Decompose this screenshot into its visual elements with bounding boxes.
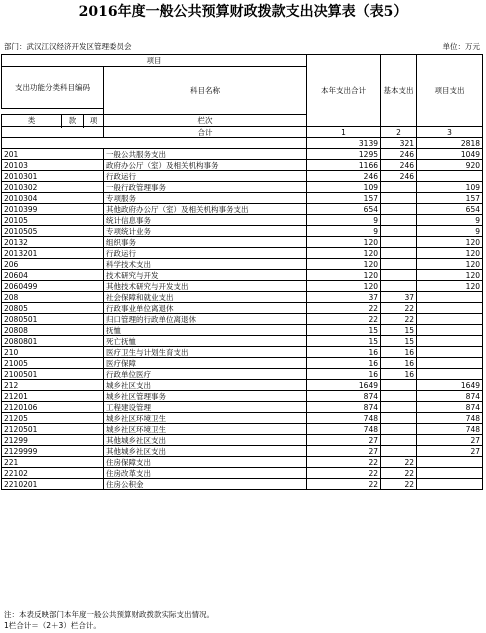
col3-number: 3 — [417, 127, 483, 138]
row-basic: 16 — [381, 358, 417, 369]
row-basic — [381, 380, 417, 391]
row-basic: 22 — [381, 468, 417, 479]
row-basic — [381, 226, 417, 237]
row-proj — [417, 314, 483, 325]
unit-label: 单位：万元 — [442, 42, 480, 51]
row-code: 210 — [2, 347, 104, 358]
row-total: 120 — [307, 237, 381, 248]
row-proj: 157 — [417, 193, 483, 204]
row-basic: 16 — [381, 347, 417, 358]
row-code: 2010304 — [2, 193, 104, 204]
row-total: 22 — [307, 303, 381, 314]
row-basic — [381, 424, 417, 435]
row-proj — [417, 369, 483, 380]
row-name: 一般公共服务支出 — [104, 149, 307, 160]
row-name: 其他城乡社区支出 — [104, 446, 307, 457]
table-row — [2, 479, 483, 490]
table-row — [2, 358, 483, 369]
row-proj: 27 — [417, 435, 483, 446]
row-total: 1166 — [307, 160, 381, 171]
row-name: 行政单位医疗 — [104, 369, 307, 380]
row-basic — [381, 435, 417, 446]
table-row — [2, 457, 483, 468]
col2-number: 2 — [381, 127, 417, 138]
table-row — [2, 380, 483, 391]
row-code: 2080801 — [2, 336, 104, 347]
row-basic: 22 — [381, 479, 417, 490]
heji-basic: 321 — [381, 138, 417, 149]
row-proj: 9 — [417, 226, 483, 237]
table-row — [2, 281, 483, 292]
row-total: 109 — [307, 182, 381, 193]
row-code: 21299 — [2, 435, 104, 446]
table-row — [2, 270, 483, 281]
row-basic: 22 — [381, 303, 417, 314]
row-code: 20105 — [2, 215, 104, 226]
table-row — [2, 182, 483, 193]
row-name: 医疗卫生与计划生育支出 — [104, 347, 307, 358]
row-name: 城乡社区环境卫生 — [104, 424, 307, 435]
row-total: 27 — [307, 446, 381, 457]
col1-number: 1 — [307, 127, 381, 138]
table-row — [2, 347, 483, 358]
row-code: 2120501 — [2, 424, 104, 435]
row-code: 221 — [2, 457, 104, 468]
row-total: 1649 — [307, 380, 381, 391]
row-proj: 748 — [417, 424, 483, 435]
row-basic — [381, 215, 417, 226]
row-total: 748 — [307, 413, 381, 424]
row-name: 专项统计业务 — [104, 226, 307, 237]
row-basic — [381, 270, 417, 281]
table-row — [2, 292, 483, 303]
heji-total: 3139 — [307, 138, 381, 149]
row-name: 工程建设管理 — [104, 402, 307, 413]
row-name: 医疗保障 — [104, 358, 307, 369]
row-proj: 874 — [417, 402, 483, 413]
row-total: 120 — [307, 270, 381, 281]
row-proj — [417, 325, 483, 336]
row-proj: 120 — [417, 248, 483, 259]
row-name: 住房保障支出 — [104, 457, 307, 468]
row-name: 城乡社区环境卫生 — [104, 413, 307, 424]
row-code: 20132 — [2, 237, 104, 248]
row-name: 行政事业单位离退休 — [104, 303, 307, 314]
row-basic: 15 — [381, 336, 417, 347]
row-code: 212 — [2, 380, 104, 391]
row-code: 2210201 — [2, 479, 104, 490]
row-name: 住房改革支出 — [104, 468, 307, 479]
row-code: 2010399 — [2, 204, 104, 215]
table-row — [2, 391, 483, 402]
total-header: 本年支出合计 — [307, 55, 381, 127]
row-total: 748 — [307, 424, 381, 435]
table-row — [2, 237, 483, 248]
row-total: 22 — [307, 457, 381, 468]
row-basic: 246 — [381, 160, 417, 171]
row-name: 科学技术支出 — [104, 259, 307, 270]
row-proj: 109 — [417, 182, 483, 193]
row-code: 21005 — [2, 358, 104, 369]
row-code: 201 — [2, 149, 104, 160]
project-header: 项目 — [2, 55, 307, 67]
heji-label: 合计 — [104, 127, 307, 138]
department-label: 部门：武汉江汉经济开发区管理委员会 — [4, 42, 132, 51]
row-basic — [381, 281, 417, 292]
project-expense-header: 项目支出 — [417, 55, 483, 127]
table-row — [2, 259, 483, 270]
expenditure-table — [1, 54, 483, 490]
heji-row-blank — [2, 138, 307, 149]
lei-header: 类 — [2, 115, 62, 127]
row-name: 统计信息事务 — [104, 215, 307, 226]
row-basic: 37 — [381, 292, 417, 303]
row-name: 住房公积金 — [104, 479, 307, 490]
row-total: 16 — [307, 369, 381, 380]
row-code: 2100501 — [2, 369, 104, 380]
basic-header: 基本支出 — [381, 55, 417, 127]
row-basic — [381, 248, 417, 259]
table-row — [2, 248, 483, 259]
table-body — [2, 149, 483, 490]
row-code: 20604 — [2, 270, 104, 281]
row-basic: 246 — [381, 171, 417, 182]
row-proj: 27 — [417, 446, 483, 457]
row-code: 2010302 — [2, 182, 104, 193]
table-row — [2, 325, 483, 336]
table-row — [2, 226, 483, 237]
row-total: 120 — [307, 248, 381, 259]
table-row — [2, 215, 483, 226]
row-code: 2080501 — [2, 314, 104, 325]
table-row — [2, 446, 483, 457]
row-name: 城乡社区管理事务 — [104, 391, 307, 402]
row-basic: 22 — [381, 457, 417, 468]
row-total: 22 — [307, 468, 381, 479]
note-line-1: 注：本表反映部门本年度一般公共预算财政拨款实际支出情况。 — [4, 610, 214, 619]
row-proj — [417, 468, 483, 479]
row-name: 城乡社区支出 — [104, 380, 307, 391]
row-name: 死亡抚恤 — [104, 336, 307, 347]
row-code: 2060499 — [2, 281, 104, 292]
row-name: 其他政府办公厅（室）及相关机构事务支出 — [104, 204, 307, 215]
row-code: 20103 — [2, 160, 104, 171]
row-code: 206 — [2, 259, 104, 270]
row-basic: 16 — [381, 369, 417, 380]
row-code: 21201 — [2, 391, 104, 402]
row-code: 2013201 — [2, 248, 104, 259]
code-header: 支出功能分类科目编码 — [2, 67, 104, 109]
row-total: 874 — [307, 391, 381, 402]
table-row — [2, 402, 483, 413]
table-row — [2, 336, 483, 347]
name-header: 科目名称 — [104, 67, 307, 115]
row-name: 抚恤 — [104, 325, 307, 336]
row-proj: 920 — [417, 160, 483, 171]
row-proj: 120 — [417, 237, 483, 248]
row-total: 16 — [307, 347, 381, 358]
row-code: 2010301 — [2, 171, 104, 182]
row-basic: 22 — [381, 314, 417, 325]
row-proj: 1649 — [417, 380, 483, 391]
row-name: 政府办公厅（室）及相关机构事务 — [104, 160, 307, 171]
row-code: 208 — [2, 292, 104, 303]
row-proj: 120 — [417, 281, 483, 292]
row-basic — [381, 237, 417, 248]
row-name: 技术研究与开发 — [104, 270, 307, 281]
row-total: 1295 — [307, 149, 381, 160]
row-proj — [417, 292, 483, 303]
table-row — [2, 314, 483, 325]
row-proj: 1049 — [417, 149, 483, 160]
row-total: 37 — [307, 292, 381, 303]
row-basic — [381, 413, 417, 424]
row-proj — [417, 457, 483, 468]
heji-proj: 2818 — [417, 138, 483, 149]
table-row — [2, 369, 483, 380]
row-total: 120 — [307, 259, 381, 270]
row-basic: 15 — [381, 325, 417, 336]
row-basic — [381, 391, 417, 402]
table-row — [2, 435, 483, 446]
row-total: 22 — [307, 479, 381, 490]
row-name: 归口管理的行政单位离退休 — [104, 314, 307, 325]
row-total: 120 — [307, 281, 381, 292]
table-row — [2, 303, 483, 314]
row-code: 20805 — [2, 303, 104, 314]
row-basic: 246 — [381, 149, 417, 160]
row-basic — [381, 259, 417, 270]
table-row — [2, 149, 483, 160]
row-basic — [381, 182, 417, 193]
kuan-header: 款 — [62, 115, 84, 127]
row-name: 一般行政管理事务 — [104, 182, 307, 193]
row-proj: 654 — [417, 204, 483, 215]
row-proj — [417, 479, 483, 490]
row-total: 246 — [307, 171, 381, 182]
row-code: 2129999 — [2, 446, 104, 457]
row-total: 157 — [307, 193, 381, 204]
row-name: 专项服务 — [104, 193, 307, 204]
row-name: 行政运行 — [104, 248, 307, 259]
row-total: 27 — [307, 435, 381, 446]
table-row — [2, 424, 483, 435]
row-total: 874 — [307, 402, 381, 413]
table-row — [2, 204, 483, 215]
row-name: 其他城乡社区支出 — [104, 435, 307, 446]
lanci-label: 栏次 — [104, 115, 307, 127]
row-code: 20808 — [2, 325, 104, 336]
row-proj — [417, 347, 483, 358]
row-proj — [417, 336, 483, 347]
row-proj — [417, 358, 483, 369]
row-proj — [417, 303, 483, 314]
row-name: 行政运行 — [104, 171, 307, 182]
row-basic — [381, 193, 417, 204]
row-code: 22102 — [2, 468, 104, 479]
row-name: 组织事务 — [104, 237, 307, 248]
table-row — [2, 160, 483, 171]
row-code: 2010505 — [2, 226, 104, 237]
row-proj — [417, 171, 483, 182]
row-proj: 9 — [417, 215, 483, 226]
row-code: 21205 — [2, 413, 104, 424]
row-name: 其他技术研究与开发支出 — [104, 281, 307, 292]
xiang-header: 项 — [84, 115, 104, 127]
row-total: 9 — [307, 226, 381, 237]
row-basic — [381, 204, 417, 215]
row-total: 15 — [307, 325, 381, 336]
row-total: 654 — [307, 204, 381, 215]
row-proj: 748 — [417, 413, 483, 424]
row-total: 9 — [307, 215, 381, 226]
row-name: 社会保障和就业支出 — [104, 292, 307, 303]
table-row — [2, 413, 483, 424]
row-proj: 120 — [417, 270, 483, 281]
row-total: 22 — [307, 314, 381, 325]
table-row — [2, 171, 483, 182]
table-title: 2016年度一般公共预算财政拨款支出决算表（表5） — [78, 4, 408, 20]
row-basic — [381, 446, 417, 457]
row-proj: 120 — [417, 259, 483, 270]
row-total: 15 — [307, 336, 381, 347]
note-line-2: 1栏合计＝（2＋3）栏合计。 — [4, 621, 101, 630]
table-row — [2, 193, 483, 204]
table-row — [2, 468, 483, 479]
blank-cell — [2, 127, 104, 138]
row-proj: 874 — [417, 391, 483, 402]
row-code: 2120106 — [2, 402, 104, 413]
row-total: 16 — [307, 358, 381, 369]
row-basic — [381, 402, 417, 413]
